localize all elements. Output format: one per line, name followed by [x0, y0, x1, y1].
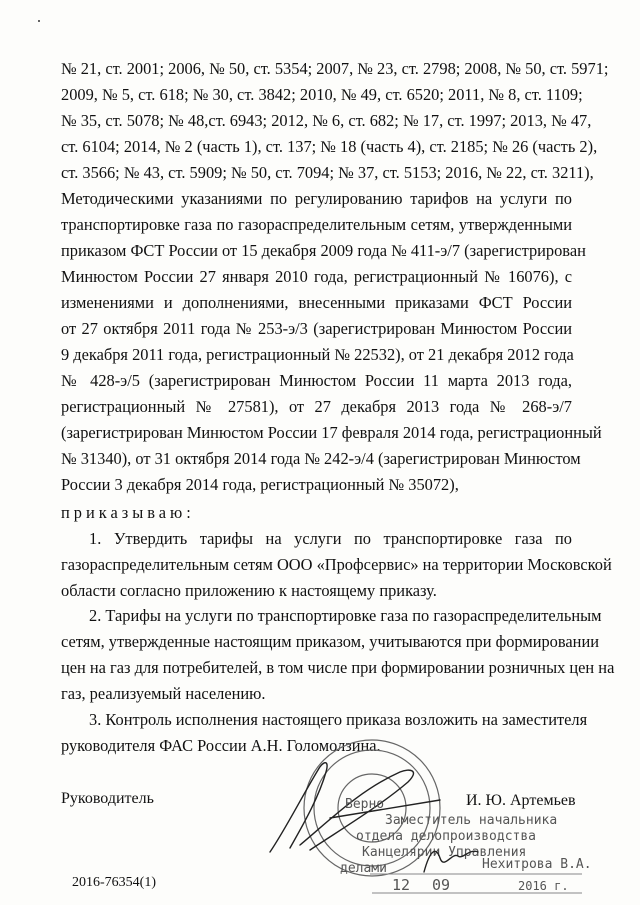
body-lines-14: регистрационный № 27581), от 27 декабря 2013 года № 268-э/7	[61, 397, 572, 416]
body-lines-4: ст. 6104; 2014, № 2 (часть 1), ст. 137; № 18 (часть 4), ст. 2185; № 26 (часть 2),	[61, 137, 598, 156]
body-lines-11: от 27 октября 2011 года № 253-э/3 (зарегистрирован Минюстом России	[61, 319, 572, 338]
document-number: 2016-76354(1)	[72, 875, 156, 890]
stamp-line-4: Канцелярии Управления	[362, 845, 527, 860]
stamp-date-year: 2016 г.	[518, 879, 569, 893]
body-lines-16: № 31340), от 31 октября 2014 года № 242-э/4 (зарегистрирован Минюстом	[61, 449, 581, 468]
body-lines-3: № 35, ст. 5078; № 48,ст. 6943; 2012, № 6, ст. 682; № 17, ст. 1997; 2013, № 47,	[61, 111, 592, 130]
body-lines-10: изменениями и дополнениями, внесенными приказами ФСТ России	[61, 293, 572, 312]
stamp-date-day: 12	[392, 876, 411, 894]
body-lines-9: Минюстом России 27 января 2010 года, регистрационный № 16076), с	[61, 267, 572, 286]
stamp-line-2: Заместитель начальника	[385, 813, 558, 828]
stamp-date-month: 09	[432, 876, 451, 894]
body-lines-15: (зарегистрирован Минюстом России 17 февраля 2014 года, регистрационный	[61, 423, 602, 442]
item3-lines-2: руководителя ФАС России А.Н. Голомолзина.	[61, 736, 381, 755]
body-lines-12: 9 декабря 2011 года, регистрационный № 22532), от 21 декабря 2012 года	[61, 345, 574, 364]
body-lines-8: приказом ФСТ России от 15 декабря 2009 года № 411-э/7 (зарегистрирован	[61, 241, 586, 260]
order-word: приказываю:	[61, 503, 195, 522]
stamp-line-1: Верно	[345, 797, 385, 812]
item2-lines-2: сетям, утвержденные настоящим приказом, учитываются при формировании	[61, 632, 599, 651]
stamp-clerk-name: Нехитрова В.А.	[482, 857, 592, 872]
item1-lines-1: 1. Утвердить тарифы на услуги по транспортировке газа по	[89, 529, 572, 548]
stamp-line-3: отдела делопроизводства	[356, 829, 537, 844]
body-lines-7: транспортировке газа по газораспределительным сетям, утвержденными	[61, 215, 572, 234]
body-lines-2: 2009, № 5, ст. 618; № 30, ст. 3842; 2010, № 49, ст. 6520; 2011, № 8, ст. 1109;	[61, 85, 583, 104]
item2-lines-4: газ, реализуемый населению.	[61, 684, 266, 703]
signatory-name: И. Ю. Артемьев	[466, 792, 576, 809]
body-lines-17: России 3 декабря 2014 года, регистрационный № 35072),	[61, 475, 459, 494]
signatory-position: Руководитель	[61, 790, 154, 807]
certification-stamp	[340, 797, 592, 894]
body-lines-5: ст. 3566; № 43, ст. 5909; № 50, ст. 7094; № 37, ст. 5153; 2016, № 22, ст. 3211),	[61, 163, 594, 182]
item1-lines-2: газораспределительным сетям ООО «Профсервис» на территории Московской	[61, 555, 612, 574]
item2-lines-1: 2. Тарифы на услуги по транспортировке газа по газораспределительным	[89, 606, 602, 625]
item2-lines-3: цен на газ для потребителей, в том числе при формировании розничных цен на	[61, 658, 615, 677]
item1-lines-3: области согласно приложению к настоящему приказу.	[61, 581, 437, 600]
body-lines-13: № 428-э/5 (зарегистрирован Минюстом России 11 марта 2013 года,	[61, 371, 572, 390]
stamp-line-5: делами	[340, 861, 387, 876]
body-lines-6: Методическими указаниями по регулированию тарифов на услуги по	[61, 189, 572, 208]
body-lines-1: № 21, ст. 2001; 2006, № 50, ст. 5354; 2007, № 23, ст. 2798; 2008, № 50, ст. 5971;	[61, 59, 609, 78]
item3-lines-1: 3. Контроль исполнения настоящего приказа возложить на заместителя	[89, 710, 588, 729]
